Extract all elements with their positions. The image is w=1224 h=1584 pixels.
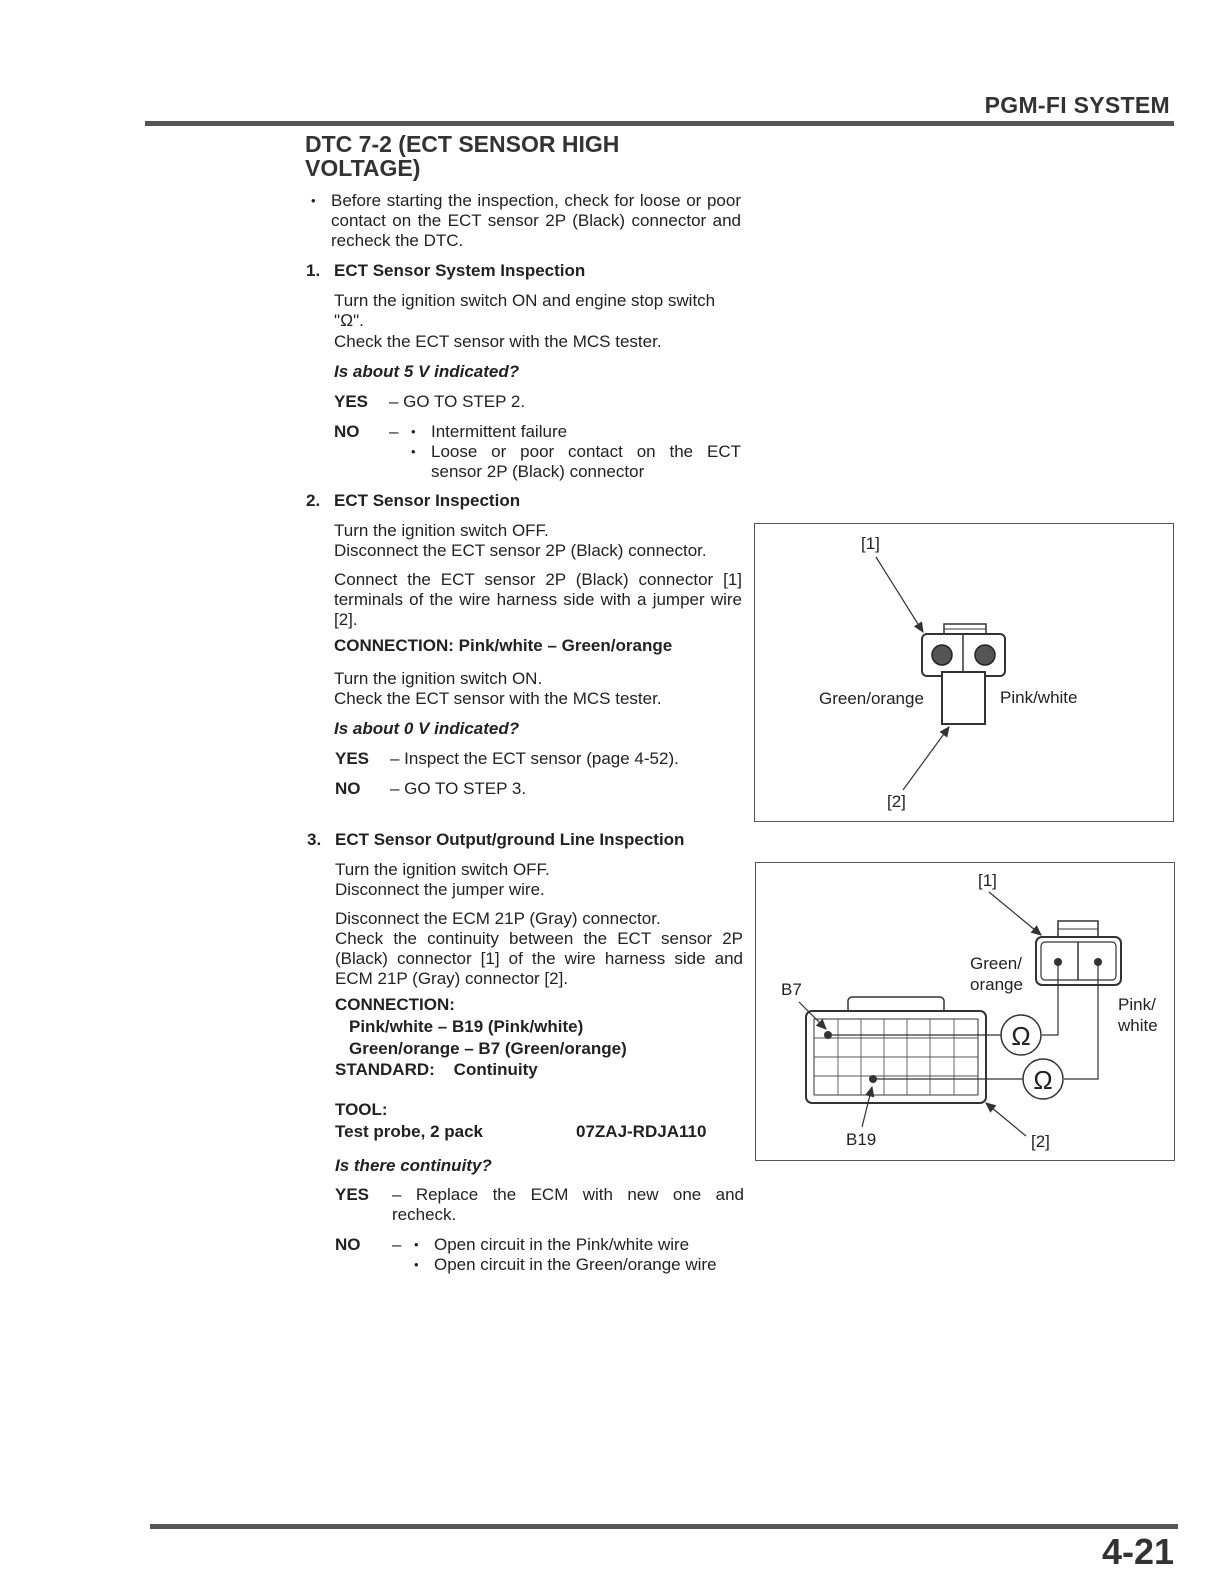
figure2-callout-2: [2] [1031,1132,1050,1151]
figure1-box [754,523,1174,822]
step3-question: Is there continuity? [335,1156,492,1175]
step3-tool-number: 07ZAJ-RDJA110 [576,1122,707,1141]
step3-tool-name: Test probe, 2 pack [335,1122,484,1141]
figure1-callout-1: [1] [861,534,880,553]
step3-connection-line1: Pink/white – B19 (Pink/white) [349,1017,584,1036]
step2-text4: Turn the ignition switch ON. [334,669,543,688]
step1-yes-text: – GO TO STEP 2. [389,392,526,411]
step3-no-dash: – [392,1235,402,1254]
step2-yes-text: – Inspect the ECT sensor (page 4-52). [390,749,679,768]
label-green-orange: Green/orange [819,689,924,708]
step1-text1: Turn the ignition switch ON and engine stop switch "Ω". [334,291,716,330]
step3-connection-label: CONNECTION: [335,995,455,1014]
figure1-callout-2: [2] [887,792,906,811]
terminal-green-orange [932,645,952,665]
jumper-wire [942,672,985,724]
step2-question: Is about 0 V indicated? [334,719,520,738]
ohm-symbol: Ω [1033,1065,1053,1095]
section-header: PGM-FI SYSTEM [984,92,1170,118]
step2-text2: Disconnect the ECT sensor 2P (Black) connector. [334,541,707,560]
step3-no-item: • Open circuit in the Pink/white wire [434,1235,744,1255]
step1-number: 1. [306,261,321,280]
step3-text4: Check the continuity between the ECT sensor 2P (Black) connector [1] of the wire harness side and ECM 21P (Gray) connector [2]. [335,929,743,988]
step3-standard: STANDARD: Continuity [335,1060,538,1079]
step2-text1: Turn the ignition switch OFF. [334,521,549,540]
label-b19: B19 [846,1130,877,1149]
figure1-diagram [755,524,1173,821]
callout-1-leader [876,557,923,632]
label-white: white [1118,1016,1158,1035]
step3-yes-label: YES [335,1185,370,1204]
step2-connection: CONNECTION: Pink/white – Green/orange [334,636,673,655]
step2-text3: Connect the ECT sensor 2P (Black) connector [1] terminals of the wire harness side with a jumper wire [2]. [334,570,742,629]
terminal-pink-white [975,645,995,665]
label-pink-white: Pink/white [1000,688,1078,707]
step3-tool-label: TOOL: [335,1100,388,1119]
label-pink: Pink/ [1118,995,1156,1014]
callout-2-leader [986,1103,1026,1136]
step3-text3: Disconnect the ECM 21P (Gray) connector. [335,909,661,928]
step1-no-label: NO [334,422,360,441]
step1-no-item: • Loose or poor contact on the ECT sensor 2P (Black) connector [431,442,741,482]
figure2-callout-1: [1] [978,871,997,890]
step3-text1: Turn the ignition switch OFF. [335,860,550,879]
page-number: 4-21 [1101,1531,1174,1572]
step1-no-item: • Intermittent failure [431,422,741,442]
label-green: Green/ [970,954,1022,973]
callout-1-leader [989,892,1041,935]
label-b7: B7 [781,980,802,999]
step1-heading: ECT Sensor System Inspection [334,261,586,280]
header-rule [145,121,1174,126]
callout-2-leader [903,727,949,790]
step3-no-label: NO [335,1235,361,1254]
figure2-box [755,862,1175,1161]
step2-heading: ECT Sensor Inspection [334,491,521,510]
step3-number: 3. [307,830,322,849]
figure2-diagram [756,863,1174,1160]
step3-text2: Disconnect the jumper wire. [335,880,545,899]
step3-no-item: • Open circuit in the Green/orange wire [434,1255,744,1275]
step2-yes-label: YES [335,749,370,768]
step1-no-dash: – [389,422,399,441]
step1-yes-label: YES [334,392,369,411]
step1-text2: Check the ECT sensor with the MCS tester. [334,332,662,351]
step2-no-label: NO [335,779,361,798]
step3-yes-text: – Replace the ECM with new one and recheck. [392,1185,744,1224]
footer-rule [150,1524,1178,1529]
step3-connection-line2: Green/orange – B7 (Green/orange) [349,1039,627,1058]
step1-question: Is about 5 V indicated? [334,362,520,381]
step2-no-text: – GO TO STEP 3. [390,779,527,798]
step3-heading: ECT Sensor Output/ground Line Inspection [335,830,685,849]
ohm-symbol: Ω [1011,1021,1031,1051]
page-title: DTC 7-2 (ECT SENSOR HIGH VOLTAGE) [305,131,620,181]
step2-text5: Check the ECT sensor with the MCS tester. [334,689,662,708]
intro-bullet: • Before starting the inspection, check for loose or poor contact on the ECT sensor 2P (Black) connector and recheck the DTC. [331,191,741,251]
step2-number: 2. [306,491,321,510]
label-orange: orange [970,975,1023,994]
